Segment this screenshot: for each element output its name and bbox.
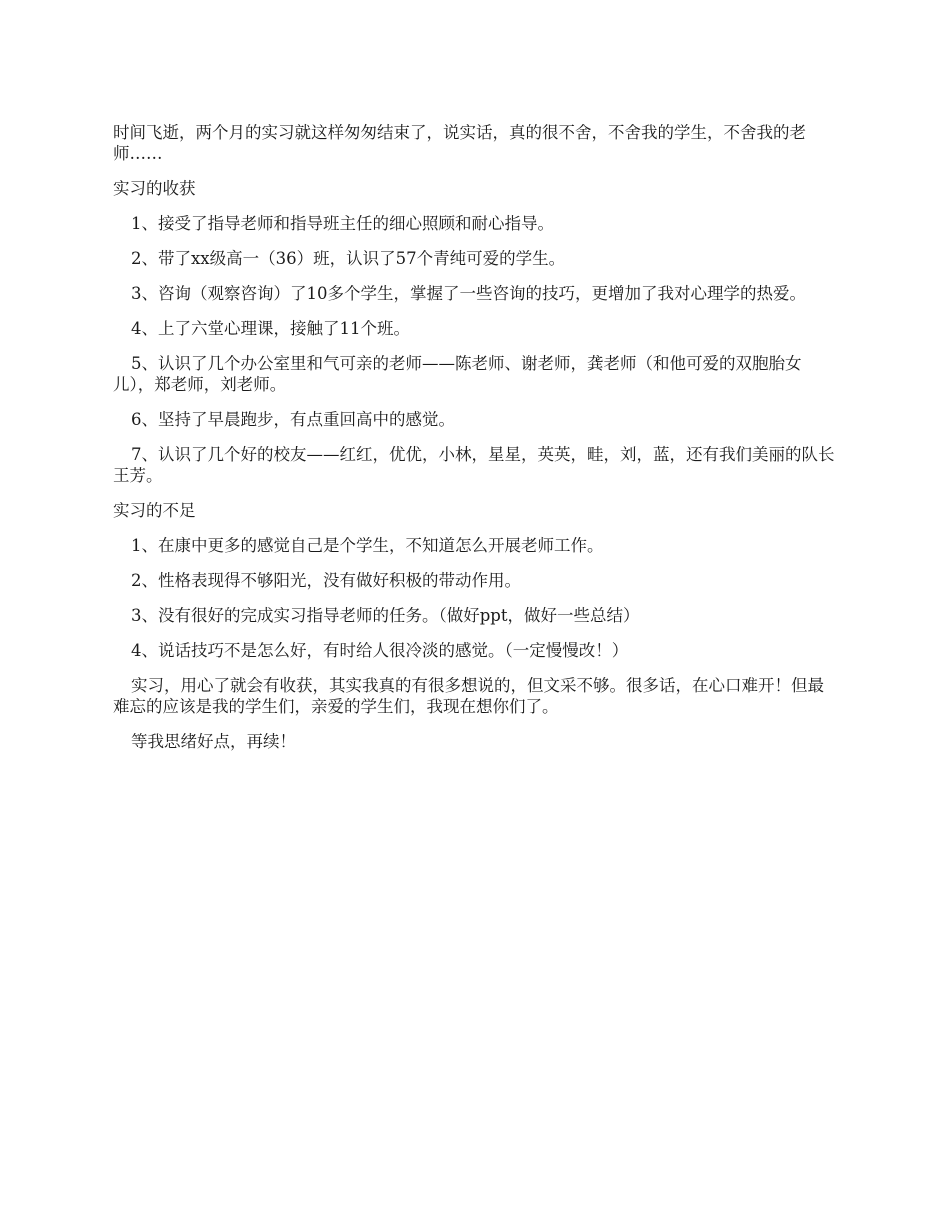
- gain-item-7: 7、认识了几个好的校友——红红，优优，小林，星星，英英，畦，刘，蓝，还有我们美丽的队长王芳。: [113, 445, 835, 485]
- shortcomings-heading: 实习的不足: [113, 501, 196, 520]
- gain-item-2: 2、带了xx级高一（36）班，认识了57个青纯可爱的学生。: [131, 249, 566, 268]
- shortcoming-item-1: 1、在康中更多的感觉自己是个学生，不知道怎么开展老师工作。: [131, 536, 604, 555]
- gain-item-6: 6、坚持了早晨跑步，有点重回高中的感觉。: [131, 410, 455, 429]
- shortcoming-item-2: 2、性格表现得不够阳光，没有做好积极的带动作用。: [131, 571, 521, 590]
- shortcoming-item-3: 3、没有很好的完成实习指导老师的任务。（做好ppt，做好一些总结）: [131, 606, 640, 625]
- ending-paragraph: 等我思绪好点，再续！: [131, 732, 296, 751]
- closing-paragraph: 实习，用心了就会有收获，其实我真的有很多想说的，但文采不够。很多话，在心口难开！但最难忘的应该是我的学生们，亲爱的学生们，我现在想你们了。: [113, 676, 824, 716]
- document-body: [113, 122, 840, 766]
- shortcoming-item-4: 4、说话技巧不是怎么好，有时给人很冷淡的感觉。（一定慢慢改！）: [131, 641, 629, 660]
- intro-paragraph: 时间飞逝，两个月的实习就这样匆匆结束了，说实话，真的很不舍，不舍我的学生，不舍我的老师……: [113, 123, 806, 163]
- gain-item-4: 4、上了六堂心理课，接触了11个班。: [131, 319, 410, 338]
- gain-item-1: 1、接受了指导老师和指导班主任的细心照顾和耐心指导。: [131, 214, 554, 233]
- gain-item-5: 5、认识了几个办公室里和气可亲的老师——陈老师、谢老师，龚老师（和他可爱的双胞胎女儿），郑老师，刘老师。: [113, 354, 802, 394]
- gains-heading: 实习的收获: [113, 179, 196, 198]
- gain-item-3: 3、咨询（观察咨询）了10多个学生，掌握了一些咨询的技巧，更增加了我对心理学的热爱。: [131, 284, 806, 303]
